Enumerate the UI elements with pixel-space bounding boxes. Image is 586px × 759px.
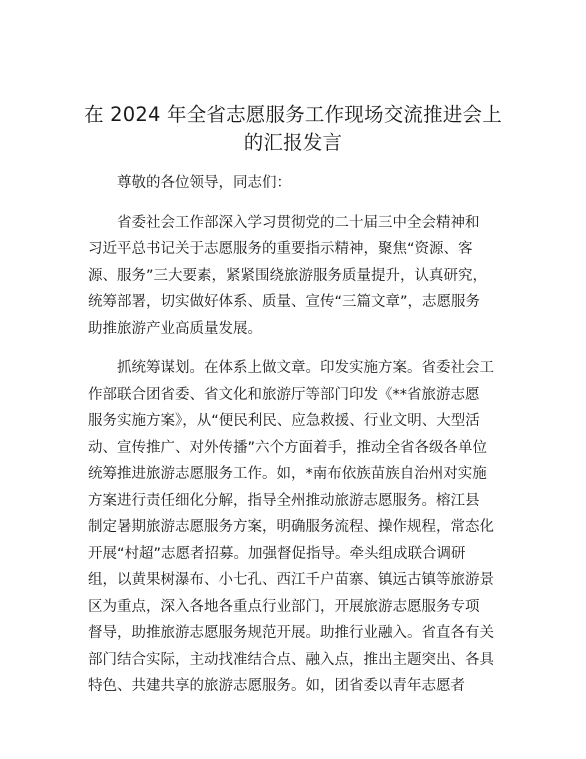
paragraph-1	[88, 210, 508, 343]
paragraph-2-line: 开展“村超”志愿者招募。加强督促指导。牵头组成联合调研	[88, 545, 466, 562]
paragraph-2-line: 作部联合团省委、省文化和旅游厅等部门印发《**省旅游志愿	[88, 386, 480, 403]
paragraph-2-line: 抓统筹谋划。在体系上做文章。印发实施方案。省委社会工	[117, 360, 494, 376]
title-line-1: 在 2024 年全省志愿服务工作现场交流推进会上	[84, 103, 502, 126]
paragraph-2-line: 制定暑期旅游志愿服务方案，明确服务流程、操作规程，常态化	[88, 519, 494, 535]
document-title	[60, 101, 526, 157]
paragraph-2-line: 督导，助推旅游志愿服务规范开展。助推行业融入。省直各有关	[88, 625, 494, 641]
paragraph-2-line: 服务实施方案》，从“便民利民、应急救援、行业文明、大型活	[88, 413, 480, 429]
paragraph-1-line: 助推旅游产业高质量发展。	[88, 320, 262, 337]
paragraph-1-line: 统筹部署，切实做好体系、质量、宣传“三篇文章”，志愿服务	[88, 294, 481, 310]
paragraph-2-line: 组，以黄果树瀑布、小七孔、西江千户苗寨、镇远古镇等旅游景	[88, 572, 494, 588]
paragraph-2-line: 统筹推进旅游志愿服务工作。如，*南布依族苗族自治州对实施	[88, 466, 487, 482]
paragraph-2-line: 部门结合实际，主动找准结合点、融入点，推出主题突出、各具	[88, 651, 494, 668]
paragraph-2-line: 方案进行责任细化分解，指导全州推动旅游志愿服务。榕江县	[88, 492, 480, 509]
title-line-2: 的汇报发言	[243, 131, 343, 154]
paragraph-1-line: 省委社会工作部深入学习贯彻党的二十届三中全会精神和	[117, 214, 480, 231]
paragraph-2-line: 动、宣传推广、对外传播”六个方面着手，推动全省各级各单位	[88, 439, 488, 456]
paragraph-2	[88, 355, 508, 700]
paragraph-2-line: 特色、共建共享的旅游志愿服务。如，团省委以青年志愿者	[88, 678, 465, 694]
salutation: 尊敬的各位领导，同志们：	[117, 175, 291, 191]
salutation-paragraph	[88, 170, 508, 197]
paragraph-2-line: 区为重点，深入各地各重点行业部门，开展旅游志愿服务专项	[88, 598, 480, 615]
paragraph-1-line: 源、服务”三大要素，紧紧围绕旅游服务质量提升，认真研究，	[88, 267, 488, 284]
document-body	[88, 170, 508, 700]
paragraph-1-line: 习近平总书记关于志愿服务的重要指示精神，聚焦“资源、客	[88, 241, 473, 257]
